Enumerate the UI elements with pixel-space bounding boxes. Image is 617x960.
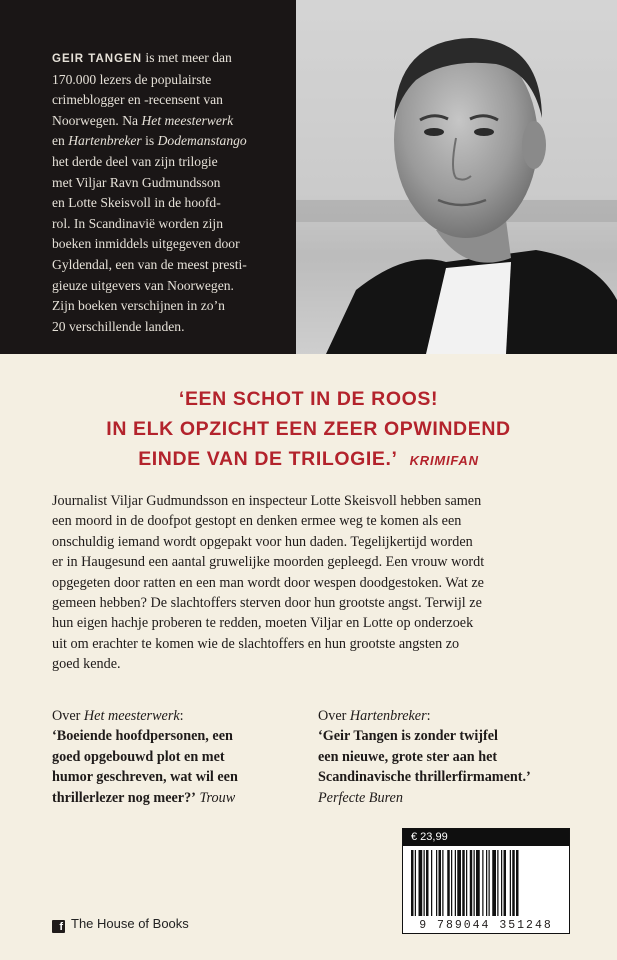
barcode-bar <box>442 850 443 916</box>
barcode-bar <box>486 850 487 916</box>
barcode-bar <box>516 850 519 916</box>
barcode-bar <box>415 850 416 916</box>
barcode-bar <box>451 850 452 916</box>
review-source: Trouw <box>199 789 236 806</box>
author-bio: GEIR TANGEN is met meer dan 170.000 lezers de populairste crimeblogger en -recensent van Noorwegen. Na Het meesterwerk en Hartenbreker is Dodemanstango het derde deel van zijn trilogie met Viljar Ravn Gudmundsson en Lotte Skeisvoll in de hoofd- rol. In Scandinavië worden zijn boeken inmiddels uitgegeven door Gyldendal, een van de meest presti- gieuze uitgevers van Noorwegen. Zijn boeken verschijnen in zo’n 20 verschillende landen. <box>52 50 247 334</box>
barcode-bar <box>476 850 480 916</box>
isbn-number: 9 789044 351248 <box>419 919 553 932</box>
barcode-bar <box>462 850 465 916</box>
featured-quote: ‘EEN SCHOT IN DE ROOS! IN ELK OPZICHT EEN ZEER OPWINDEND EINDE VAN DE TRILOGIE.’ KRIMIFAN <box>106 388 511 470</box>
barcode <box>402 828 570 934</box>
barcode-bar <box>426 850 429 916</box>
barcode-bar <box>457 850 461 916</box>
review-source: Perfecte Buren <box>318 789 403 806</box>
barcode-bar <box>411 850 414 916</box>
top-panel <box>0 0 617 354</box>
barcode-bar <box>436 850 437 916</box>
barcode-bar <box>474 850 475 916</box>
barcode-bar <box>512 850 515 916</box>
barcode-bars <box>411 850 561 916</box>
review-het-meesterwerk: Over Het meesterwerk: ‘Boeiende hoofdpersonen, een goed opgebouwd plot en met humor geschreven, wat wil een thrillerlezer nog meer?’ Trouw <box>52 708 238 806</box>
barcode-bar <box>447 850 450 916</box>
quote-source: KRIMIFAN <box>409 453 479 468</box>
barcode-bar <box>501 850 502 916</box>
facebook-icon: f <box>52 920 65 933</box>
barcode-bar <box>439 850 442 916</box>
barcode-bar <box>497 850 498 916</box>
barcode-bar <box>455 850 456 916</box>
barcode-bar <box>492 850 496 916</box>
publisher <box>52 916 189 933</box>
barcode-bar <box>489 850 490 916</box>
author-photo <box>296 0 617 354</box>
barcode-bar <box>431 850 432 916</box>
book-blurb: Journalist Viljar Gudmundsson en inspecteur Lotte Skeisvoll hebben samen een moord in de doofpot gestopt en denken ermee weg te komen als een onschuldig iemand wordt opgepakt voor hun daden. Tegelijkertijd worden er in Haugesund een aantal gruwelijke moorden gepleegd. Een vrouw wordt opgegeten door ratten en een man wordt door wespen doodgestoken. Wat ze gemeen hebben? De slachtoffers sterven door hun grootste angst. Terwijl ze hun eigen hachje proberen te redden, moeten Viljar en Lotte op onderzoek uit om erachter te komen wie de slachtoffers en hun grootste angsten zo goed kende. <box>52 493 485 673</box>
barcode-bar <box>424 850 425 916</box>
barcode-bar <box>504 850 507 916</box>
review-hartenbreker: Over Hartenbreker: ‘Geir Tangen is zonder twijfel een nieuwe, grote ster aan het Scandinavische thrillerfirmament.’ Perfecte Buren <box>318 706 598 808</box>
barcode-bar <box>466 850 467 916</box>
publisher-name: The House of Books <box>71 916 189 931</box>
author-portrait-illustration <box>296 0 617 354</box>
barcode-bar <box>470 850 473 916</box>
barcode-bar <box>482 850 483 916</box>
barcode-bar <box>510 850 511 916</box>
author-name: GEIR TANGEN <box>52 53 143 65</box>
price-label: € 23,99 <box>403 829 569 846</box>
barcode-bar <box>419 850 423 916</box>
